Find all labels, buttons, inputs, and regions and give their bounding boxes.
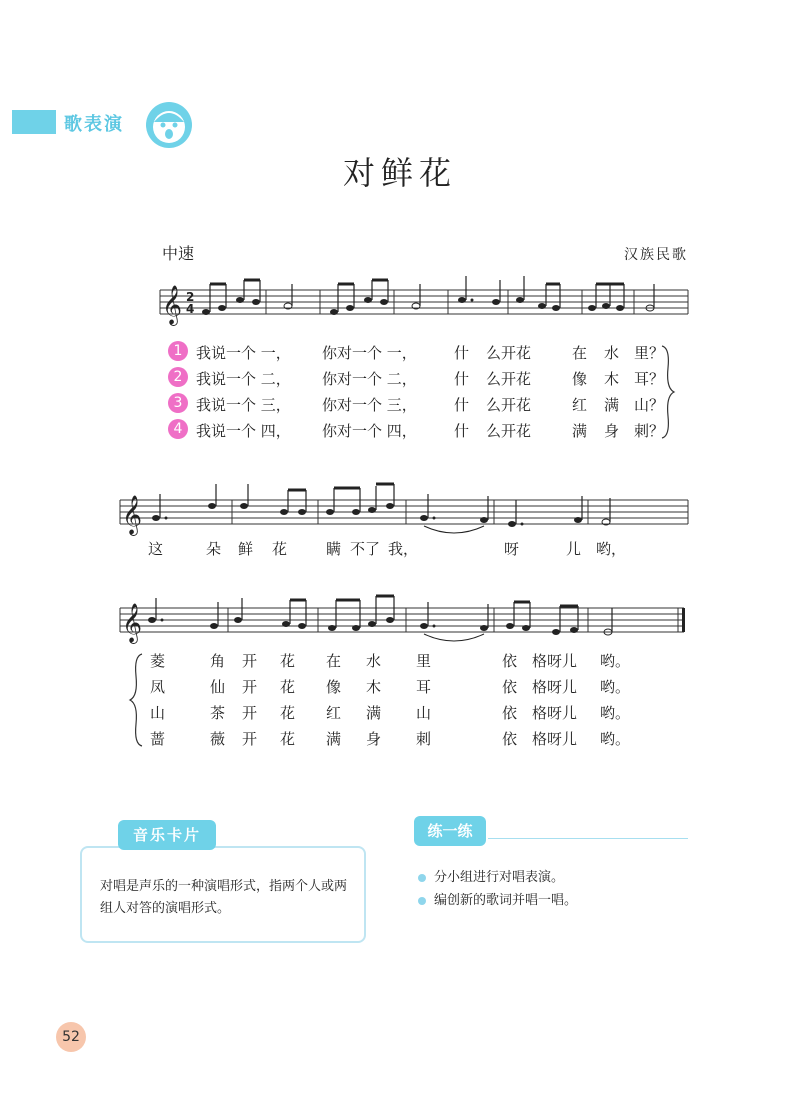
lyric-text: 凤 (150, 678, 166, 696)
lyric-text: 像 (572, 370, 588, 388)
lyric-text: 瞒 (326, 540, 342, 558)
lyric-text: 角 (210, 652, 226, 670)
lyric-line-2 (0, 538, 800, 560)
lyric-text: 依 (502, 678, 518, 696)
lyric-text: 么开花 (486, 344, 532, 362)
lyric-text: 我， (388, 540, 419, 558)
lyric-text: 木 (366, 678, 382, 696)
lyric-text: 你对一个 三， (322, 396, 417, 414)
music-staff-line-3 (0, 588, 800, 644)
practice-title: 练一练 (414, 816, 486, 846)
verse-number-badge: 4 (168, 419, 188, 439)
lyric-text: 我说一个 二， (196, 370, 291, 388)
lyric-text: 水 (604, 344, 620, 362)
music-staff-line-2 (0, 480, 800, 536)
lyric-text: 呀 (504, 540, 520, 558)
lyric-text: 花 (272, 540, 288, 558)
lyric-text: 耳 (416, 678, 432, 696)
lyric-text: 在 (326, 652, 342, 670)
lyric-text: 你对一个 四， (322, 422, 417, 440)
singing-face-icon (144, 100, 194, 150)
lyric-text: 么开花 (486, 370, 532, 388)
lyric-text: 么开花 (486, 422, 532, 440)
lyric-text: 山 (150, 704, 166, 722)
treble-clef-icon: 𝄞 (162, 285, 183, 325)
lyric-text: 依 (502, 652, 518, 670)
lyric-text: 什 (454, 396, 470, 414)
page-number: 52 (56, 1022, 86, 1052)
lyric-text: 山 (416, 704, 432, 722)
lyric-text: 哟。 (600, 678, 631, 696)
lyric-text: 身 (604, 422, 620, 440)
lyric-text: 儿 (566, 540, 582, 558)
lyric-text: 哟。 (600, 730, 631, 748)
lyric-text: 哟。 (600, 704, 631, 722)
music-staff-line-1 (0, 270, 800, 330)
right-brace-icon (660, 344, 676, 440)
lyric-text: 什 (454, 344, 470, 362)
treble-clef-icon: 𝄞 (122, 603, 143, 643)
tempo-marking: 中速 (162, 244, 195, 263)
lyric-text: 哟。 (600, 652, 631, 670)
lyric-text: 花 (280, 678, 296, 696)
lyric-text: 山？ (634, 396, 665, 414)
lyric-text: 格呀儿 (532, 652, 578, 670)
verse-number-badge: 2 (168, 367, 188, 387)
lyric-text: 我说一个 一， (196, 344, 291, 362)
lyric-text: 满 (572, 422, 588, 440)
lyric-text: 开 (242, 652, 258, 670)
svg-text:2: 2 (186, 290, 195, 304)
lyric-text: 在 (572, 344, 588, 362)
lyric-text: 身 (366, 730, 382, 748)
lyric-text: 刺 (416, 730, 432, 748)
lyric-text: 依 (502, 730, 518, 748)
lyric-text: 里 (416, 652, 432, 670)
lyric-text: 满 (366, 704, 382, 722)
section-label: 歌表演 (64, 114, 124, 135)
verse-block-3 (0, 648, 800, 752)
song-origin: 汉族民歌 (624, 247, 688, 263)
lyric-text: 不了 (350, 540, 381, 558)
lyric-text: 刺？ (634, 422, 665, 440)
lyric-text: 仙 (210, 678, 226, 696)
practice-item (418, 889, 577, 908)
lyric-text: 花 (280, 652, 296, 670)
lyric-text: 耳？ (634, 370, 665, 388)
practice-item-text: 编创新的歌词并唱一唱。 (434, 893, 578, 908)
left-brace-icon (128, 652, 144, 748)
song-title: 对鲜花 (342, 154, 457, 192)
lyric-text: 花 (280, 704, 296, 722)
lyric-text: 开 (242, 704, 258, 722)
lyric-text: 哟， (596, 540, 627, 558)
lyric-text: 红 (572, 396, 588, 414)
verse-number-badge: 3 (168, 393, 188, 413)
verse-block-1 (0, 340, 800, 444)
lyric-text: 花 (280, 730, 296, 748)
lyric-text: 你对一个 二， (322, 370, 417, 388)
time-signature-icon (186, 290, 194, 316)
lyric-text: 像 (326, 678, 342, 696)
lyric-text: 朵 (206, 540, 222, 558)
lyric-text: 菱 (150, 652, 166, 670)
lyric-text: 茶 (210, 704, 226, 722)
practice-item (418, 866, 564, 885)
treble-clef-icon: 𝄞 (122, 495, 143, 535)
lyric-text: 你对一个 一， (322, 344, 417, 362)
lyric-text: 什 (454, 370, 470, 388)
lyric-text: 格呀儿 (532, 730, 578, 748)
lyric-text: 开 (242, 678, 258, 696)
lyric-text: 格呀儿 (532, 704, 578, 722)
bullet-icon (418, 874, 426, 882)
lyric-text: 这 (148, 540, 164, 558)
lyric-text: 依 (502, 704, 518, 722)
lyric-text: 满 (604, 396, 620, 414)
lyric-text: 水 (366, 652, 382, 670)
lyric-text: 蔷 (150, 730, 166, 748)
practice-divider (488, 838, 688, 839)
lyric-text: 么开花 (486, 396, 532, 414)
music-card-text: 对唱是声乐的一种演唱形式，指两个人或两组人对答的演唱形式。 (100, 879, 348, 916)
practice-item-text: 分小组进行对唱表演。 (434, 870, 565, 885)
lyric-text: 满 (326, 730, 342, 748)
lyric-text: 薇 (210, 730, 226, 748)
lyric-text: 我说一个 三， (196, 396, 291, 414)
music-card-title: 音乐卡片 (118, 820, 216, 850)
lyric-text: 木 (604, 370, 620, 388)
lyric-text: 格呀儿 (532, 678, 578, 696)
bullet-icon (418, 897, 426, 905)
svg-text:4: 4 (186, 302, 195, 316)
lyric-text: 开 (242, 730, 258, 748)
lyric-text: 鲜 (238, 540, 254, 558)
lyric-text: 我说一个 四， (196, 422, 291, 440)
lyric-text: 里？ (634, 344, 665, 362)
lyric-text: 什 (454, 422, 470, 440)
lyric-text: 红 (326, 704, 342, 722)
section-color-bar (12, 110, 56, 134)
verse-number-badge: 1 (168, 341, 188, 361)
